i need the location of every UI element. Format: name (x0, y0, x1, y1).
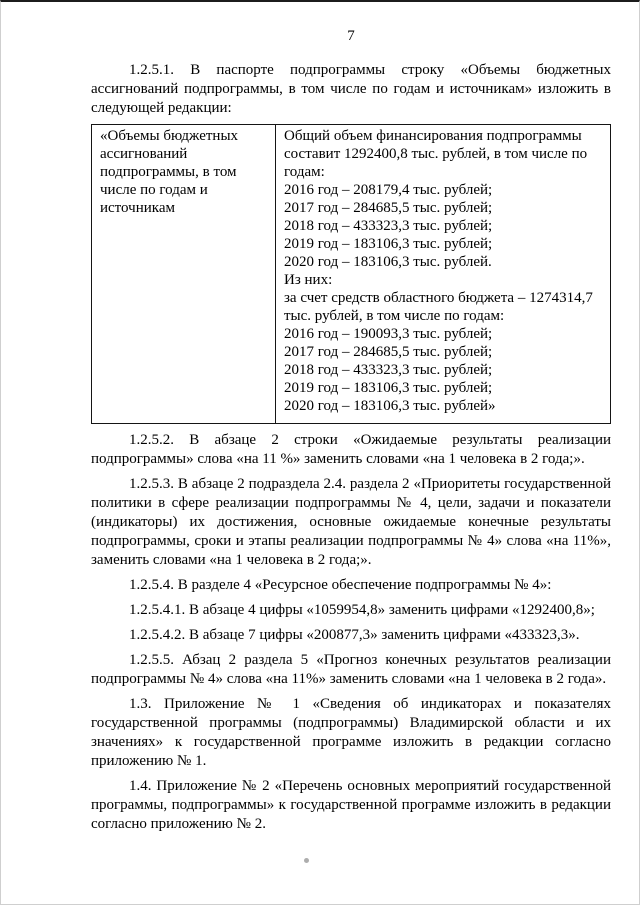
paragraph-1-2-5-3: 1.2.5.3. В абзаце 2 подраздела 2.4. раздела 2 «Приоритеты государственной политики в сфере реализации подпрограммы № 4, цели, задачи и показатели (индикаторы) их достижения, основные ожидаемые конечные результаты подпрограммы, сроки и этапы реализации подпрограммы № 4» слова «на 11%», заменить словами «на 1 человека в 2 года;». (91, 476, 611, 568)
table-cell-value (276, 125, 611, 424)
table-line: 2018 год – 433323,3 тыс. рублей; (284, 362, 493, 378)
table-line: 2016 год – 190093,3 тыс. рублей; (284, 326, 493, 342)
table-line: 2020 год – 183106,3 тыс. рублей. (284, 254, 492, 270)
table-line: 2017 год – 284685,5 тыс. рублей; (284, 344, 493, 360)
table-line: 2020 год – 183106,3 тыс. рублей» (284, 398, 496, 414)
table-line: 2017 год – 284685,5 тыс. рублей; (284, 200, 493, 216)
table-row (92, 125, 611, 424)
paragraph-1-2-5-4-2: 1.2.5.4.2. В абзаце 7 цифры «200877,3» заменить цифрами «433323,3». (129, 627, 580, 643)
table-line: Из них: (284, 272, 333, 288)
page-number: 7 (347, 28, 355, 44)
table-line: 2019 год – 183106,3 тыс. рублей; (284, 236, 493, 252)
paragraph-1-2-5-4-1: 1.2.5.4.1. В абзаце 4 цифры «1059954,8» заменить цифрами «1292400,8»; (129, 602, 595, 618)
table-line: Общий объем финансирования подпрограммы составит 1292400,8 тыс. рублей, в том числе по годам: (284, 128, 588, 180)
paragraph-1-2-5-2: 1.2.5.2. В абзаце 2 строки «Ожидаемые результаты реализации подпрограммы» слова «на 11 %» заменить словами «на 1 человека в 2 года;». (91, 432, 611, 467)
scan-speck (304, 858, 309, 863)
paragraph-1-3: 1.3. Приложение № 1 «Сведения об индикаторах и показателях государственной программы (подпрограммы) Владимирской области и их значениях» к государственной программе изложить в редакции согласно приложению № 1. (91, 696, 611, 769)
budget-allocations-table (91, 124, 611, 424)
paragraph-1-4: 1.4. Приложение № 2 «Перечень основных мероприятий государственной программы, подпрограммы» к государственной программе изложить в редакции согласно приложению № 2. (91, 778, 611, 832)
table-line: 2016 год – 208179,4 тыс. рублей; (284, 182, 493, 198)
table-line: 2019 год – 183106,3 тыс. рублей; (284, 380, 493, 396)
paragraph-1-2-5-4: 1.2.5.4. В разделе 4 «Ресурсное обеспечение подпрограммы № 4»: (129, 577, 552, 593)
table-line: 2018 год – 433323,3 тыс. рублей; (284, 218, 493, 234)
table-cell-label: «Объемы бюджетных ассигнований подпрограммы, в том числе по годам и источникам (92, 125, 276, 424)
paragraph-1-2-5-1: 1.2.5.1. В паспорте подпрограммы строку «Объемы бюджетных ассигнований подпрограммы, в том числе по годам и источникам» изложить в следующей редакции: (91, 62, 611, 116)
paragraph-1-2-5-5: 1.2.5.5. Абзац 2 раздела 5 «Прогноз конечных результатов реализации подпрограммы № 4» слова «на 11%» заменить словами «на 1 человека в 2 года». (91, 652, 611, 687)
table-line: за счет средств областного бюджета – 1274314,7 тыс. рублей, в том числе по годам: (284, 290, 593, 324)
